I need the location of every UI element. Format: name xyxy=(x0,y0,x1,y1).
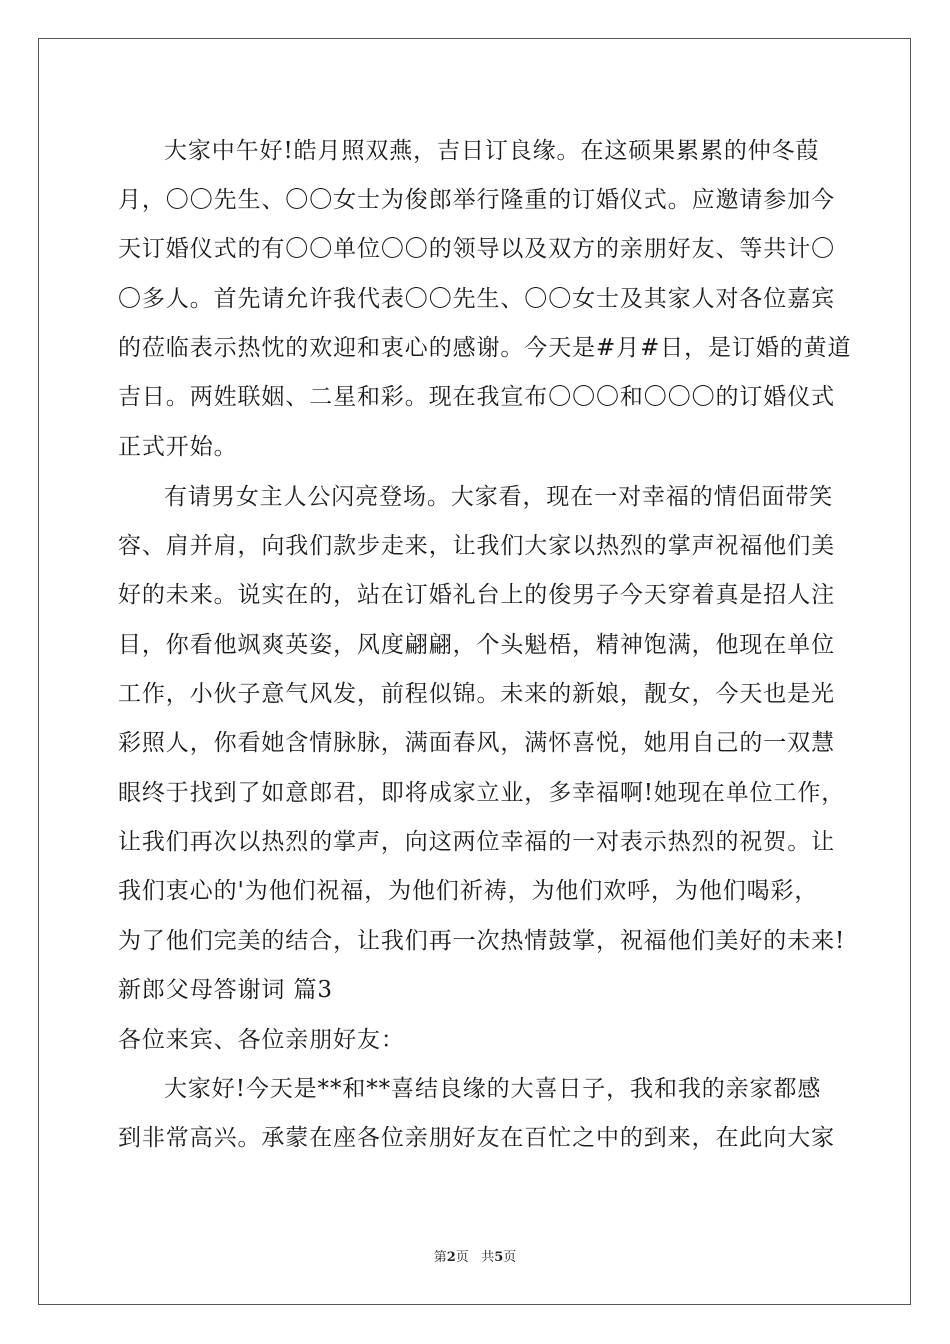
paragraph-1-line-2: 月，〇〇先生、〇〇女士为俊郎举行隆重的订婚仪式。应邀请参加今 xyxy=(118,187,835,213)
paragraph-2-line-3: 好的未来。说实在的，站在订婚礼台上的俊男子今天穿着真是招人注 xyxy=(118,582,835,608)
paragraph-2-line-6: 彩照人，你看她含情脉脉，满面春风，满怀喜悦，她用自己的一双慧 xyxy=(118,730,835,756)
section-heading: 新郎父母答谢词 篇3 xyxy=(118,977,333,1003)
footer-page-suffix: 页 xyxy=(455,1250,469,1265)
paragraph-2-line-2: 容、肩并肩，向我们款步走来，让我们大家以热烈的掌声祝福他们美 xyxy=(118,533,835,559)
footer-prefix: 第 xyxy=(433,1250,447,1265)
total-pages: 5 xyxy=(494,1250,504,1265)
footer-total-suffix: 页 xyxy=(503,1250,517,1265)
paragraph-2-line-4: 目，你看他飒爽英姿，风度翩翩，个头魁梧，精神饱满，他现在单位 xyxy=(118,632,835,658)
paragraph-2-line-5: 工作，小伙子意气风发，前程似锦。未来的新娘，靓女，今天也是光 xyxy=(118,681,835,707)
paragraph-1-line-6: 吉日。两姓联姻、二星和彩。现在我宣布〇〇〇和〇〇〇的订婚仪式 xyxy=(118,384,835,410)
footer-total-prefix: 共 xyxy=(481,1250,495,1265)
paragraph-1-line-7: 正式开始。 xyxy=(118,434,238,460)
paragraph-2-line-1: 有请男女主人公闪亮登场。大家看，现在一对幸福的情侣面带笑 xyxy=(164,484,834,510)
paragraph-2-line-8: 让我们再次以热烈的掌声，向这两位幸福的一对表示热烈的祝贺。让 xyxy=(118,829,835,855)
paragraph-3-line-1: 大家好!今天是**和**喜结良缘的大喜日子，我和我的亲家都感 xyxy=(164,1076,822,1102)
paragraph-1-line-3: 天订婚仪式的有〇〇单位〇〇的领导以及双方的亲朋好友、等共计〇 xyxy=(118,236,835,262)
paragraph-3-line-2: 到非常高兴。承蒙在座各位亲朋好友在百忙之中的到来，在此向大家 xyxy=(118,1125,835,1151)
paragraph-2-line-7: 眼终于找到了如意郎君，即将成家立业，多幸福啊!她现在单位工作， xyxy=(118,780,846,806)
paragraph-2-line-10: 为了他们完美的结合，让我们再一次热情鼓掌，祝福他们美好的未来! xyxy=(118,928,846,954)
salutation: 各位来宾、各位亲朋好友： xyxy=(118,1027,405,1053)
paragraph-1-line-1: 大家中午好!皓月照双燕，吉日订良缘。在这硕果累累的仲冬葭 xyxy=(164,138,820,164)
page-border xyxy=(38,38,911,1305)
paragraph-1-line-5: 的莅临表示热忱的欢迎和衷心的感谢。今天是#月#日，是订婚的黄道 xyxy=(118,335,852,361)
page-number: 2 xyxy=(446,1250,456,1265)
page-footer xyxy=(0,1246,950,1265)
paragraph-1-line-4: 〇多人。首先请允许我代表〇〇先生、〇〇女士及其家人对各位嘉宾 xyxy=(118,286,835,312)
paragraph-2-line-9: 我们衷心的'为他们祝福，为他们祈祷，为他们欢呼，为他们喝彩， xyxy=(118,878,819,904)
